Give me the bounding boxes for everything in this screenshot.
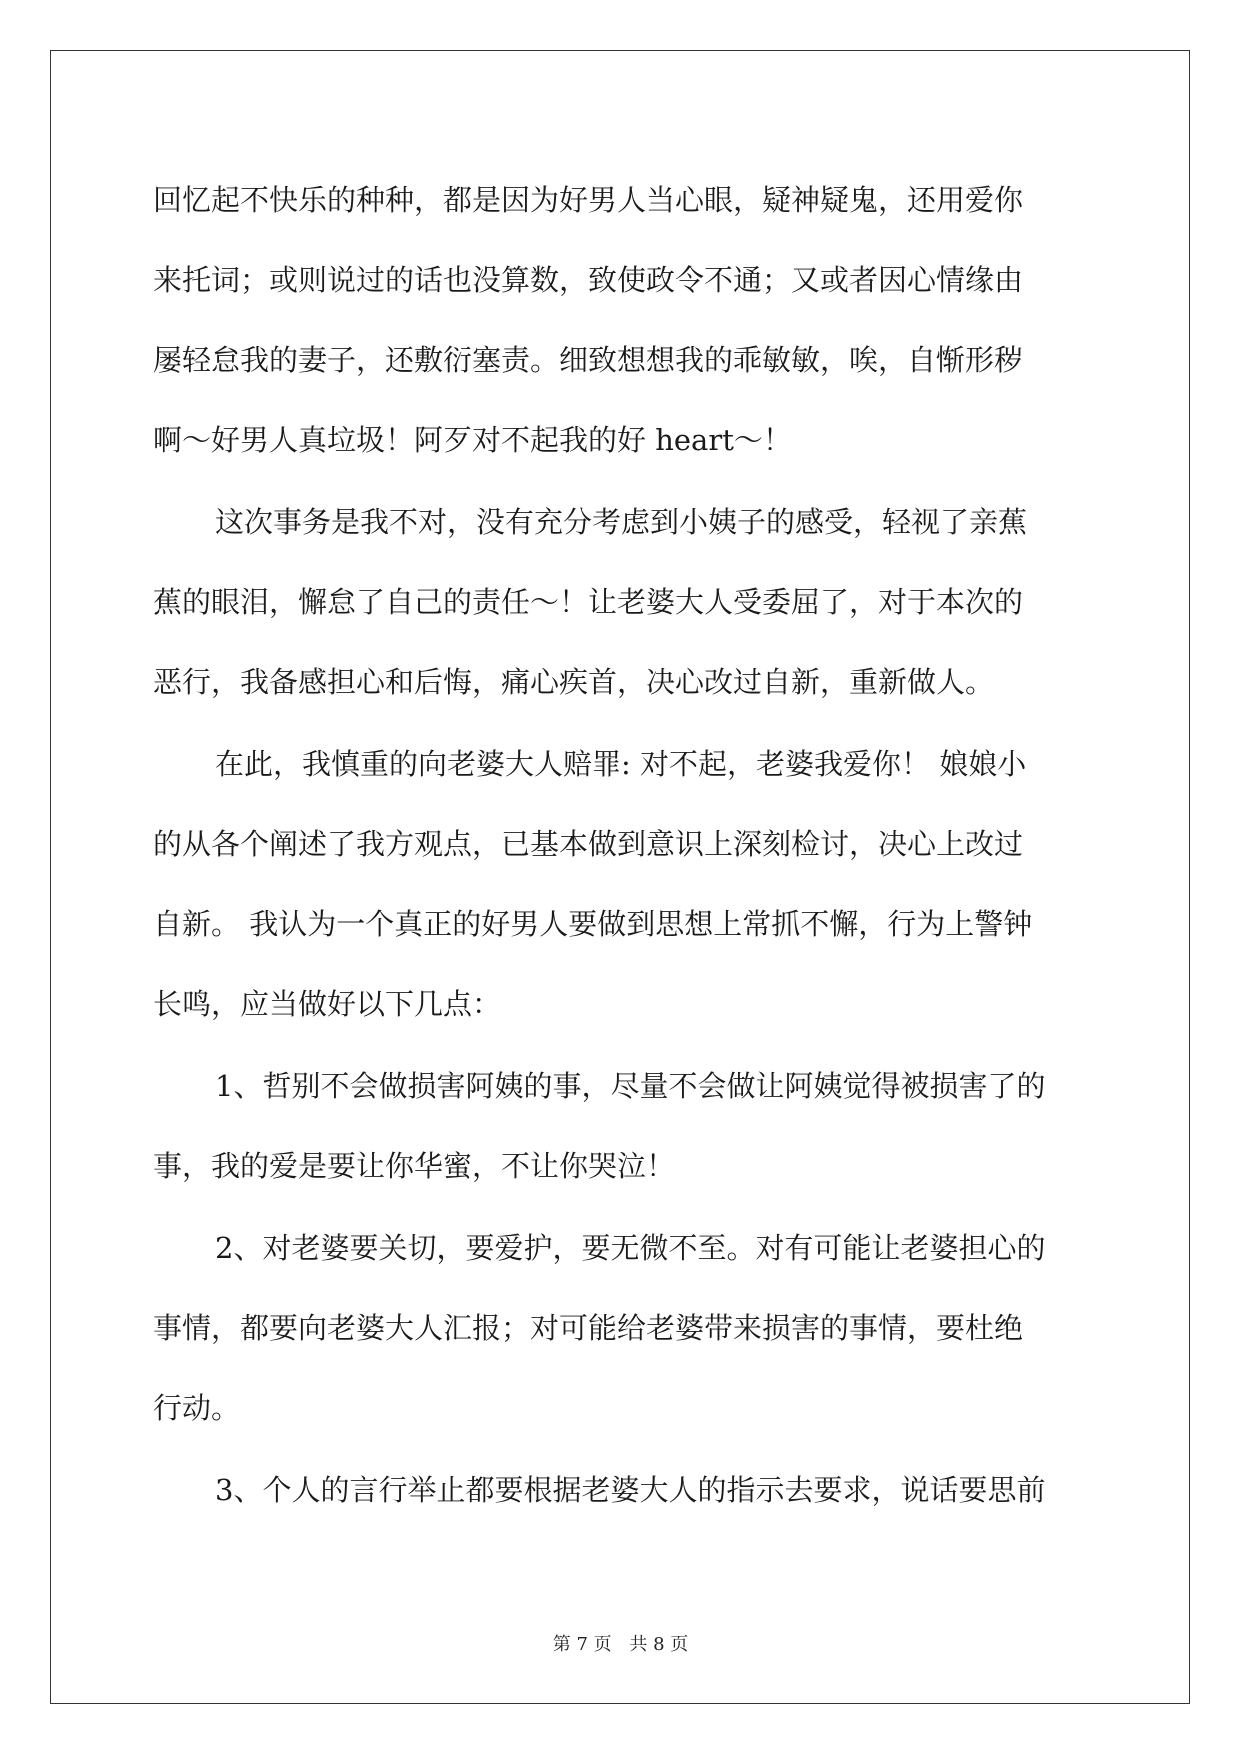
paragraph-5: [153, 1208, 1088, 1448]
current-page-number: 第 7 页: [552, 1634, 612, 1655]
text-line: 2、对老婆要关切，要爱护，要无微不至。对有可能让老婆担心的: [215, 1231, 1046, 1265]
text-line: 啊～好男人真垃圾！阿歹对不起我的好 heart～！: [153, 423, 792, 457]
text-line: 自新。 我认为一个真正的好男人要做到思想上常抓不懈，行为上警钟: [153, 907, 1033, 941]
text-line: 蕉的眼泪，懈怠了自己的责任～！让老婆大人受委屈了，对于本次的: [153, 585, 1024, 619]
text-line: 事情，都要向老婆大人汇报；对可能给老婆带来损害的事情，要杜绝: [153, 1311, 1024, 1345]
text-line: 1、哲别不会做损害阿姨的事，尽量不会做让阿姨觉得被损害了的: [215, 1069, 1046, 1103]
document-body: [153, 160, 1088, 1560]
text-line: 的从各个阐述了我方观点，已基本做到意识上深刻检讨，决心上改过: [153, 827, 1024, 861]
text-line: 3、个人的言行举止都要根据老婆大人的指示去要求，说话要思前: [215, 1473, 1046, 1507]
text-line: 长鸣，应当做好以下几点：: [153, 987, 502, 1021]
paragraph-1: [153, 160, 1088, 480]
paragraph-3: [153, 724, 1088, 1044]
paragraph-6: [153, 1450, 1088, 1530]
text-line: 回忆起不快乐的种种，都是因为好男人当心眼，疑神疑鬼，还用爱你: [153, 183, 1024, 217]
paragraph-4: [153, 1046, 1088, 1206]
page-footer: [0, 1630, 1241, 1656]
total-page-count: 共 8 页: [629, 1634, 689, 1655]
text-line: 事，我的爱是要让你华蜜，不让你哭泣！: [153, 1149, 676, 1183]
text-line: 在此，我慎重的向老婆大人赔罪: 对不起，老婆我爱你！ 娘娘小: [215, 747, 1027, 781]
text-line: 屡轻怠我的妻子，还敷衍塞责。细致想想我的乖敏敏，唉，自惭形秽: [153, 343, 1024, 377]
text-line: 这次事务是我不对，没有充分考虑到小姨子的感受，轻视了亲蕉: [215, 505, 1028, 539]
text-line: 行动。: [153, 1391, 241, 1425]
paragraph-2: [153, 482, 1088, 722]
text-line: 恶行，我备感担心和后悔，痛心疾首，决心改过自新，重新做人。: [153, 665, 995, 699]
text-line: 来托词；或则说过的话也没算数，致使政令不通；又或者因心情缘由: [153, 263, 1024, 297]
